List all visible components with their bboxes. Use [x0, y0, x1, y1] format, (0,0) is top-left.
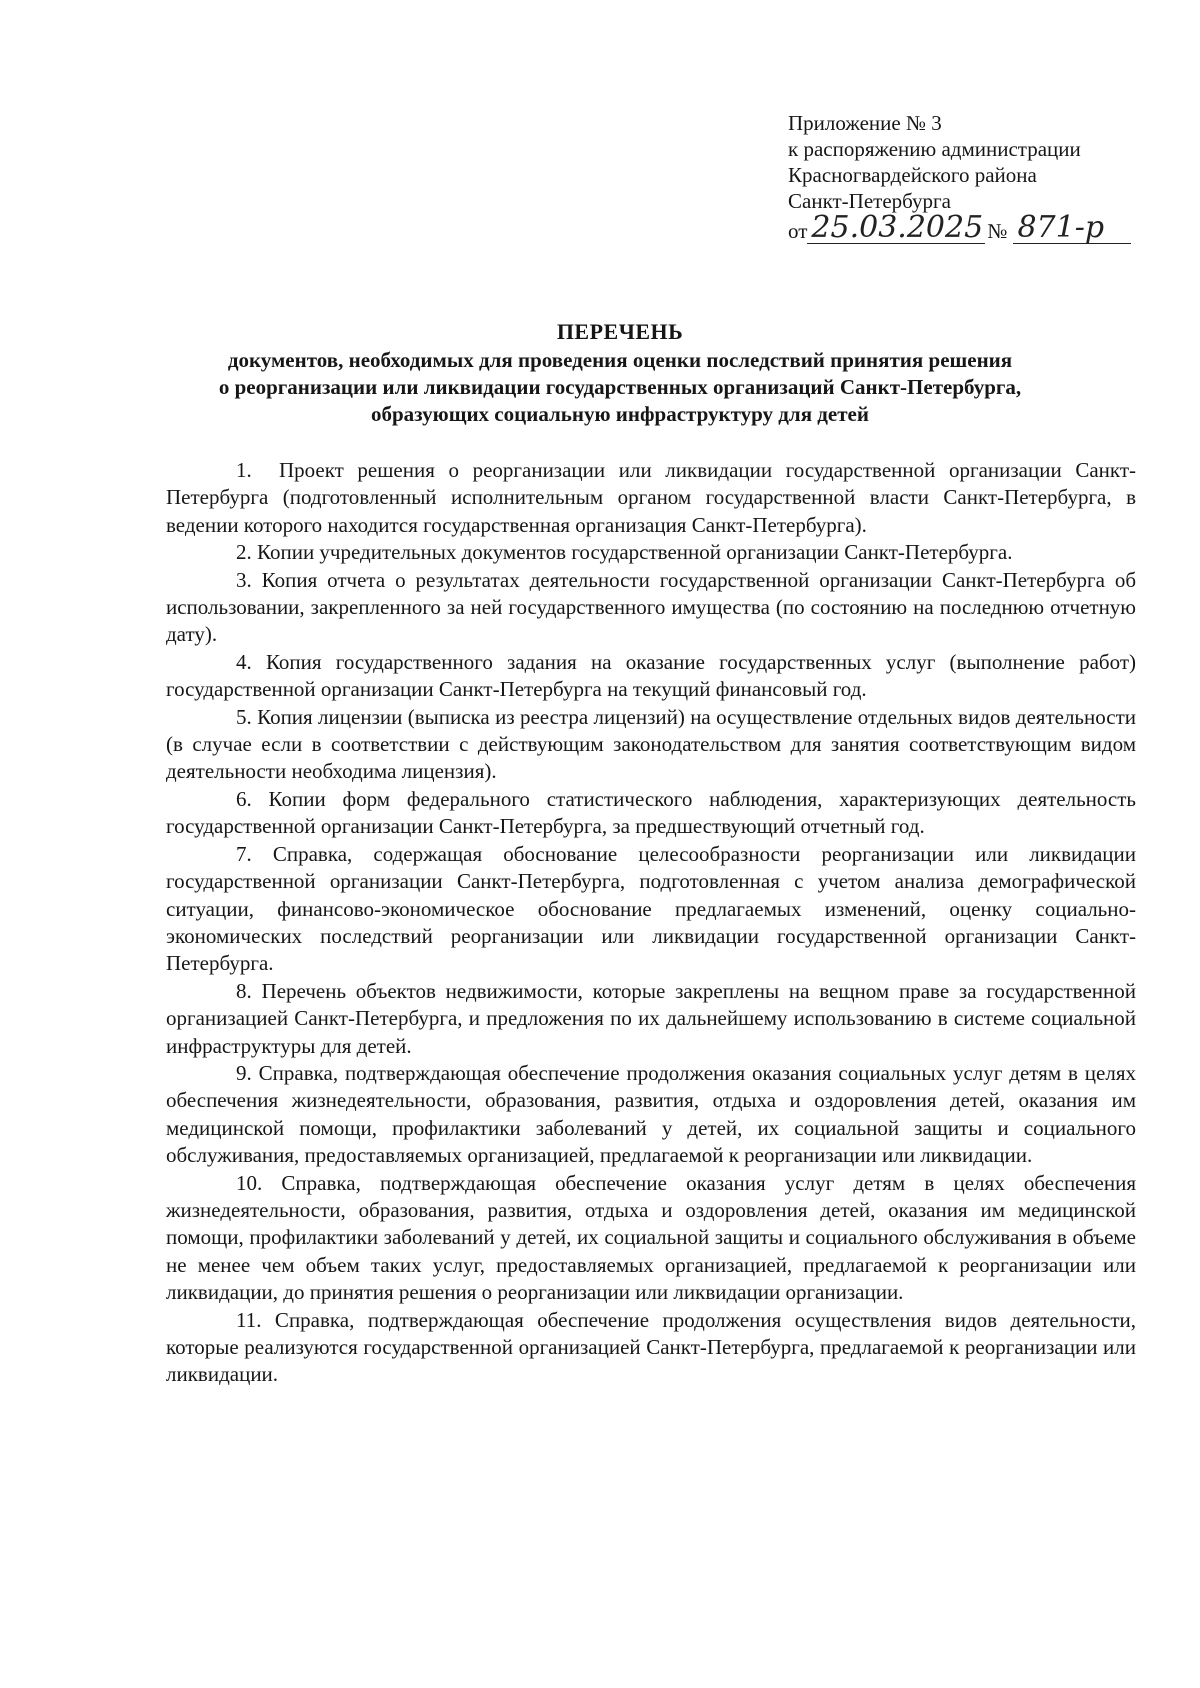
list-item-3: 3. Копия отчета о результатах деятельности государственной организации Санкт-Петербурга об использовании, закрепленного за ней государственного имущества (по состоянию на последнюю отчетную дату).	[166, 567, 1136, 647]
appendix-city: Санкт-Петербурга	[788, 189, 951, 213]
date-number-line	[788, 210, 1168, 244]
title-main: ПЕРЕЧЕНЬ	[556, 319, 684, 344]
document-title	[120, 318, 1120, 428]
list-item-11: 11. Справка, подтверждающая обеспечение продолжения осуществления видов деятельности, которые реализуются государственной организацией Санкт-Петербурга, предлагаемой к реорганизации или ликвидации.	[166, 1307, 1136, 1387]
list-item-8: 8. Перечень объектов недвижимости, которые закреплены на вещном праве за государственной организацией Санкт-Петербурга, и предложения по их дальнейшему использованию в системе социальной инфраструктуры для детей.	[166, 978, 1136, 1058]
list-item-1: 1. Проект решения о реорганизации или ликвидации государственной организации Санкт-Петербурга (подготовленный исполнительным органом государственной власти Санкт-Петербурга, в ведении которого находится государственная организация Санкт-Петербурга).	[166, 458, 1136, 537]
title-line-1: документов, необходимых для проведения оценки последствий принятия решения	[227, 348, 1013, 372]
title-line-3: образующих социальную инфраструктуру для детей	[371, 402, 869, 426]
handwritten-number: 871-р	[1013, 213, 1131, 244]
appendix-number: Приложение № 3	[788, 111, 942, 135]
list-item-9: 9. Справка, подтверждающая обеспечение продолжения оказания социальных услуг детям в целях обеспечения жизнедеятельности, образования, развития, отдыха и оздоровления детей, оказания им медицинской помощи, профилактики заболеваний у детей, их социальной защиты и социального обслуживания, предоставляемых организацией, предлагаемой к реорганизации или ликвидации.	[166, 1060, 1136, 1168]
document-list	[166, 457, 1136, 1389]
handwritten-date: 25.03.2025	[807, 213, 985, 244]
list-item-6: 6. Копии форм федерального статистического наблюдения, характеризующих деятельность государственной организации Санкт-Петербурга, за предшествующий отчетный год.	[166, 786, 1136, 839]
list-item-7: 7. Справка, содержащая обоснование целесообразности реорганизации или ликвидации государственной организации Санкт-Петербурга, подготовленная с учетом анализа демографической ситуации, финансово-экономическое обоснование предлагаемых изменений, оценку социально-экономических последствий реорганизации или ликвидации государственной организации Санкт-Петербурга.	[166, 841, 1136, 976]
appendix-reference: к распоряжению администрации	[788, 137, 1081, 161]
appendix-header	[788, 110, 1168, 244]
title-line-2: о реорганизации или ликвидации государственных организаций Санкт-Петербурга,	[218, 375, 1022, 399]
date-prefix: от	[788, 219, 808, 243]
number-sign: №	[987, 219, 1008, 243]
appendix-district: Красногвардейского района	[788, 163, 1037, 187]
list-item-5: 5. Копия лицензии (выписка из реестра лицензий) на осуществление отдельных видов деятельности (в случае если в соответствии с действующим законодательством для занятия соответствующим видом деятельности необходима лицензия).	[166, 704, 1136, 784]
list-item-2: 2. Копии учредительных документов государственной организации Санкт-Петербурга.	[236, 540, 1013, 565]
list-item-10: 10. Справка, подтверждающая обеспечение оказания услуг детям в целях обеспечения жизнедеятельности, образования, развития, отдыха и оздоровления детей, оказания им медицинской помощи, профилактики заболеваний у детей, их социальной защиты и социального обслуживания в объеме не менее чем объем таких услуг, предоставляемых организацией, предлагаемой к реорганизации или ликвидации, до принятия решения о реорганизации или ликвидации организации.	[166, 1170, 1136, 1305]
list-item-4: 4. Копия государственного задания на оказание государственных услуг (выполнение работ) государственной организации Санкт-Петербурга на текущий финансовый год.	[166, 649, 1136, 702]
